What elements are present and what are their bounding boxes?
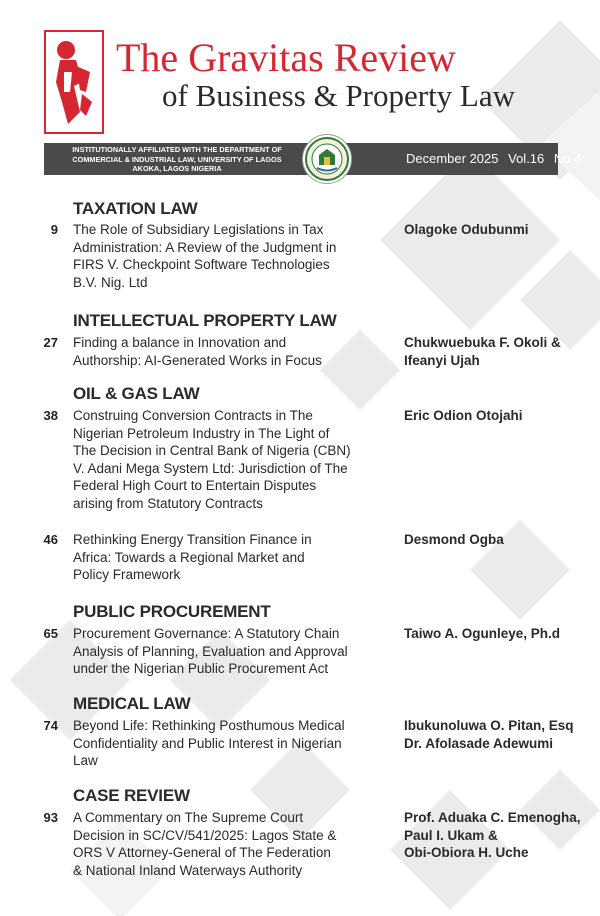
page-number: 74 <box>43 718 58 733</box>
page-number: 93 <box>43 810 58 825</box>
article-title-line: Decision in SC/CV/541/2025: Lagos State & <box>73 827 337 843</box>
page-number: 9 <box>50 222 58 237</box>
author-line: Desmond Ogba <box>404 532 504 547</box>
section-heading: PUBLIC PROCUREMENT <box>73 602 271 621</box>
affiliation-line: AKOKA, LAGOS NIGERIA <box>132 164 222 173</box>
issue-number: No.4 <box>553 151 582 166</box>
article-title-line: A Commentary on The Supreme Court <box>73 810 304 825</box>
affiliation-line: INSTITUTIONALLY AFFILIATED WITH THE DEPARTMENT OF <box>72 145 282 154</box>
author-line: Eric Odion Otojahi <box>404 408 523 423</box>
issue-info <box>406 143 587 175</box>
author-line: Ibukunoluwa O. Pitan, Esq <box>404 718 574 733</box>
page-number: 27 <box>43 335 58 350</box>
article-title <box>73 717 345 770</box>
article-title-line: The Role of Subsidiary Legislations in Tax <box>73 222 324 237</box>
author-line: Paul I. Ukam & <box>404 827 498 843</box>
section-heading: TAXATION LAW <box>73 199 198 218</box>
journal-logo <box>44 30 104 134</box>
page-number: 65 <box>43 626 58 641</box>
article-title-line: Confidentiality and Public Interest in Nigerian <box>73 735 342 751</box>
article-author <box>404 717 574 752</box>
article-title-line: arising from Statutory Contracts <box>73 495 263 511</box>
page-number: 38 <box>43 408 58 423</box>
article-title-line: The Decision in Central Bank of Nigeria (CBN) <box>73 443 351 459</box>
article-title-line: FIRS V. Checkpoint Software Technologies <box>73 257 330 273</box>
article-title-line: & National Inland Waterways Authority <box>73 862 303 878</box>
article-title <box>73 221 336 291</box>
author-line: Obi-Obiora H. Uche <box>404 845 529 861</box>
article-title-line: Law <box>73 753 98 769</box>
issue-date: December 2025 <box>406 151 499 166</box>
section-heading: OIL & GAS LAW <box>73 384 200 403</box>
article-author <box>404 407 523 425</box>
article-title-line: Federal High Court to Entertain Disputes <box>73 478 317 494</box>
article-title-line: Beyond Life: Rethinking Posthumous Medical <box>73 718 345 733</box>
article-title-line: Policy Framework <box>73 567 181 583</box>
author-line: Olagoke Odubunmi <box>404 222 529 237</box>
author-line: Dr. Afolasade Adewumi <box>404 735 554 751</box>
article-title-line: Analysis of Planning, Evaluation and Approval <box>73 643 348 659</box>
article-title <box>73 809 336 879</box>
author-line: Taiwo A. Ogunleye, Ph.d <box>404 626 561 641</box>
affiliation-text <box>44 145 310 174</box>
article-title-line: Administration: A Review of the Judgment in <box>73 239 337 255</box>
page-number: 46 <box>43 532 58 547</box>
section-heading: MEDICAL LAW <box>73 694 191 713</box>
article-title-line: Construing Conversion Contracts in The <box>73 408 313 423</box>
article-title-line: Nigerian Petroleum Industry in The Light of <box>73 425 330 441</box>
article-title-line: B.V. Nig. Ltd <box>73 274 148 290</box>
article-author <box>404 625 560 643</box>
article-title-line: Procurement Governance: A Statutory Chain <box>73 626 340 641</box>
author-line: Prof. Aduaka C. Emenogha, <box>404 810 581 825</box>
article-title <box>73 531 312 584</box>
affiliation-line: COMMERCIAL & INDUSTRIAL LAW, UNIVERSITY OF LAGOS <box>72 154 282 164</box>
article-author <box>404 809 581 862</box>
section-heading: CASE REVIEW <box>73 786 190 805</box>
article-title <box>73 334 322 369</box>
author-line: Ifeanyi Ujah <box>404 352 480 368</box>
article-title <box>73 407 351 513</box>
journal-subtitle: of Business & Property Law <box>162 78 516 113</box>
issue-volume: Vol.16 <box>508 151 545 166</box>
article-title-line: V. Adani Mega System Ltd: Jurisdiction of The <box>73 460 348 476</box>
article-author <box>404 221 529 239</box>
article-author <box>404 334 561 369</box>
article-title-line: Africa: Towards a Regional Market and <box>73 549 305 565</box>
article-title-line: Rethinking Energy Transition Finance in <box>73 532 312 547</box>
article-title-line: Authorship: AI-Generated Works in Focus <box>73 352 322 368</box>
article-author <box>404 531 504 549</box>
article-title-line: Finding a balance in Innovation and <box>73 335 287 350</box>
university-seal-icon <box>302 134 352 184</box>
article-title-line: ORS V Attorney-General of The Federation <box>73 845 331 861</box>
article-title <box>73 625 348 678</box>
affiliation-bar <box>44 143 582 175</box>
section-heading: INTELLECTUAL PROPERTY LAW <box>73 311 337 330</box>
journal-title: The Gravitas Review <box>116 35 456 80</box>
article-title-line: under the Nigerian Public Procurement Act <box>73 661 329 677</box>
author-line: Chukwuebuka F. Okoli & <box>404 335 561 350</box>
